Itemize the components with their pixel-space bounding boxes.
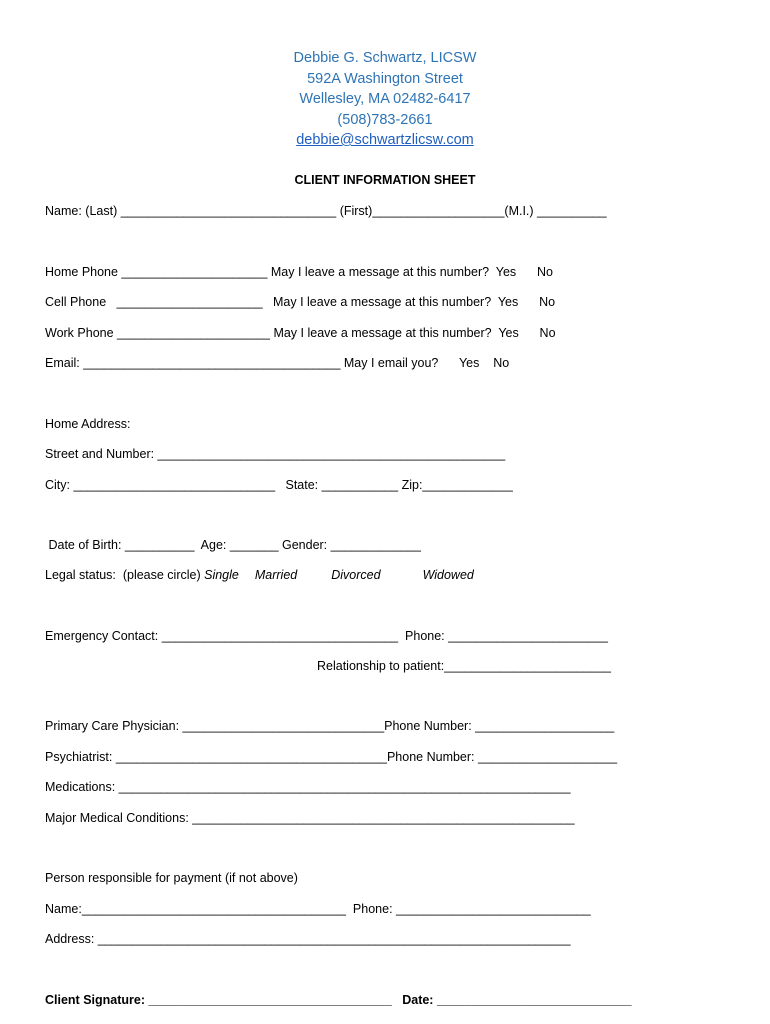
home-address-label: Home Address: bbox=[45, 417, 131, 431]
payment-address-field[interactable]: Address: ____________________________________________________________________ bbox=[45, 932, 571, 946]
option-widowed[interactable]: Widowed bbox=[422, 568, 474, 582]
client-name-field[interactable]: Name: (Last) _______________________________ (First)___________________(M.I.) __________ bbox=[45, 204, 607, 218]
home-phone-field[interactable]: Home Phone _____________________ May I leave a message at this number? Yes No bbox=[45, 265, 553, 279]
medical-conditions-field[interactable]: Major Medical Conditions: _______________________________________________________ bbox=[45, 811, 575, 825]
option-single[interactable]: Single bbox=[204, 568, 239, 582]
phone-number: (508)783-2661 bbox=[337, 111, 433, 128]
psychiatrist-field[interactable]: Psychiatrist: _______________________________________Phone Number: ____________________ bbox=[45, 750, 618, 764]
city-state-zip-field[interactable]: City: _____________________________ State: ___________ Zip:_____________ bbox=[45, 478, 513, 492]
city-state-zip: Wellesley, MA 02482-6417 bbox=[299, 91, 471, 107]
primary-care-field[interactable]: Primary Care Physician: _____________________________Phone Number: ____________________ bbox=[45, 719, 615, 733]
legal-status-field[interactable] bbox=[45, 568, 474, 582]
signature-date-field[interactable]: Client Signature: ___________________________________ Date: ____________________________ bbox=[45, 993, 632, 1007]
letterhead bbox=[0, 48, 770, 151]
therapist-name: Debbie G. Schwartz, LICSW bbox=[293, 50, 477, 66]
street-address: 592A Washington Street bbox=[307, 70, 463, 87]
email-field[interactable]: Email: _____________________________________ May I email you? Yes No bbox=[45, 356, 510, 370]
legal-status-label: Legal status: (please circle) bbox=[45, 568, 205, 582]
payment-responsible-label: Person responsible for payment (if not above) bbox=[45, 871, 298, 885]
cell-phone-field[interactable]: Cell Phone _____________________ May I leave a message at this number? Yes No bbox=[45, 295, 556, 309]
form-title: CLIENT INFORMATION SHEET bbox=[294, 173, 476, 187]
medications-field[interactable]: Medications: _________________________________________________________________ bbox=[45, 780, 571, 794]
option-married[interactable]: Married bbox=[254, 568, 298, 582]
option-divorced[interactable]: Divorced bbox=[331, 568, 381, 582]
emergency-contact-field[interactable]: Emergency Contact: __________________________________ Phone: _______________________ bbox=[45, 629, 609, 643]
relationship-field[interactable]: Relationship to patient:________________________ bbox=[317, 659, 612, 673]
street-field[interactable]: Street and Number: __________________________________________________ bbox=[45, 447, 506, 461]
payment-name-phone-field[interactable]: Name:______________________________________ Phone: ____________________________ bbox=[45, 902, 591, 916]
email-link[interactable]: debbie@schwartzlicsw.com bbox=[296, 132, 474, 148]
work-phone-field[interactable]: Work Phone ______________________ May I leave a message at this number? Yes No bbox=[45, 326, 556, 340]
dob-age-gender-field[interactable]: Date of Birth: __________ Age: _______ Gender: _____________ bbox=[45, 538, 422, 552]
